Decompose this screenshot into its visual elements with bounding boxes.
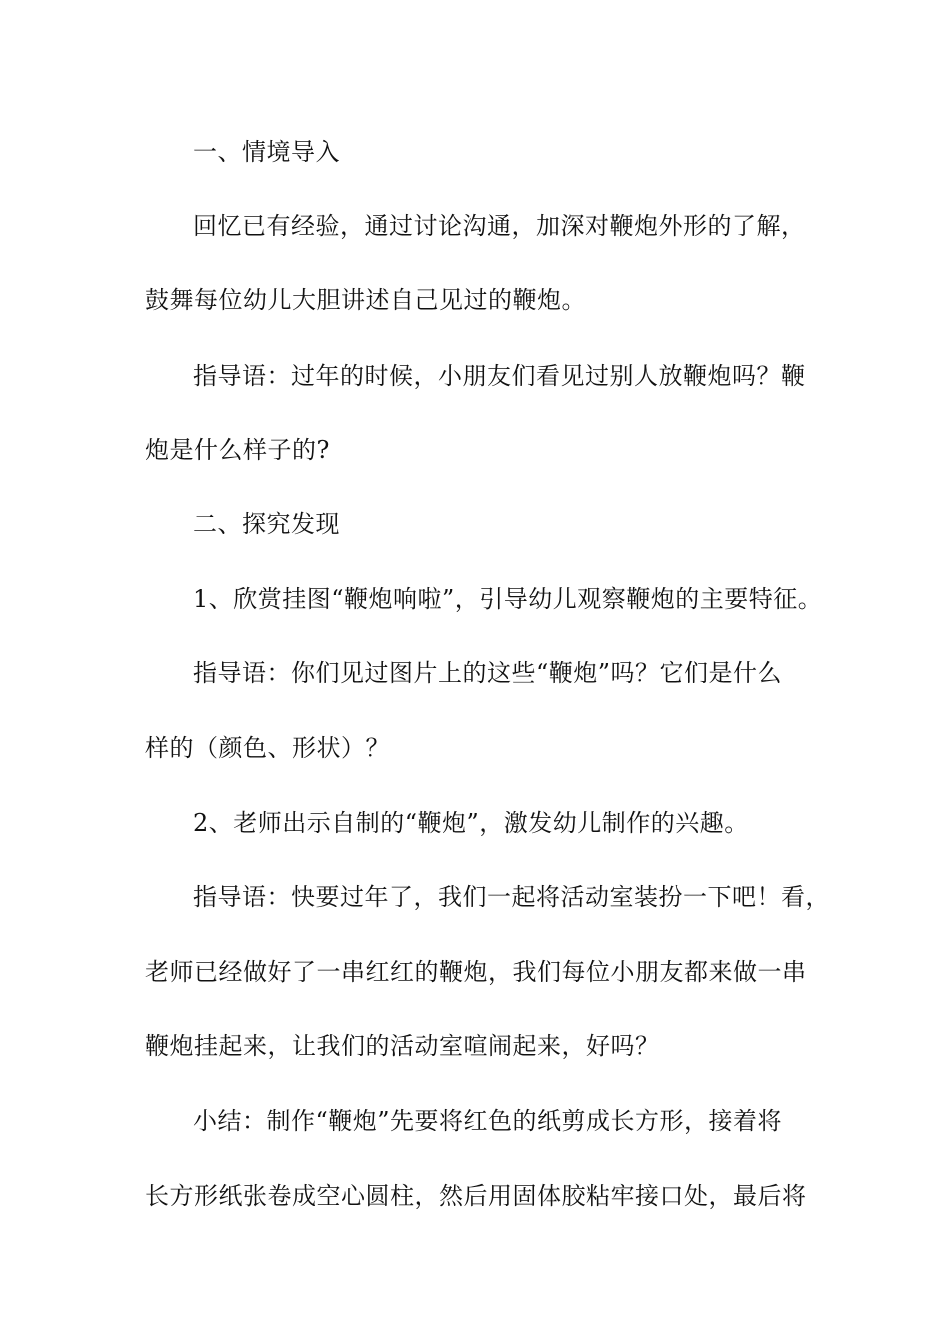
paragraph-line: 鞭炮挂起来，让我们的活动室喧闹起来，好吗？ [145, 1032, 660, 1060]
section-heading-2: 二、探究发现 [193, 510, 340, 538]
paragraph-line: 指导语：快要过年了，我们一起将活动室装扮一下吧！看， [193, 883, 830, 911]
paragraph-line: 指导语：你们见过图片上的这些“鞭炮”吗？它们是什么 [193, 659, 783, 687]
paragraph-line: 样的（颜色、形状）？ [145, 734, 390, 762]
paragraph-line: 指导语：过年的时候，小朋友们看见过别人放鞭炮吗？鞭 [193, 362, 806, 390]
section-heading-1: 一、情境导入 [193, 138, 340, 166]
paragraph-line: 1、欣赏挂图“鞭炮响啦”，引导幼儿观察鞭炮的主要特征。 [193, 585, 823, 613]
paragraph-line: 长方形纸张卷成空心圆柱，然后用固体胶粘牢接口处，最后将 [145, 1182, 807, 1210]
paragraph-line: 老师已经做好了一串红红的鞭炮，我们每位小朋友都来做一串 [145, 958, 807, 986]
paragraph-line: 回忆已有经验，通过讨论沟通，加深对鞭炮外形的了解， [193, 212, 806, 240]
paragraph-line: 鼓舞每位幼儿大胆讲述自己见过的鞭炮。 [145, 286, 586, 314]
paragraph-line: 小结：制作“鞭炮”先要将红色的纸剪成长方形，接着将 [193, 1107, 783, 1135]
paragraph-line: 2、老师出示自制的“鞭炮”，激发幼儿制作的兴趣。 [193, 809, 749, 837]
paragraph-line: 炮是什么样子的? [145, 436, 330, 464]
